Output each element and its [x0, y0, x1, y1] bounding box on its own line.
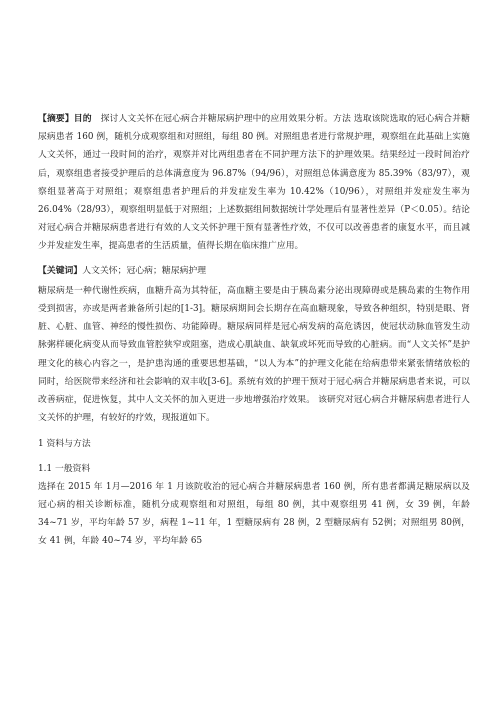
- paper-body: [38, 110, 470, 551]
- keywords-label: 【关键词】: [38, 265, 83, 276]
- keywords-paragraph: [38, 262, 470, 280]
- abstract-text: 探讨人文关怀在冠心病合并糖尿病护理中的应用效果分析。方法 选取该院选取的冠心病合并糖尿病患者 160 例，随机分成观察组和对照组，每组 80 例。对照组患者进行常规护理，观察组在此基础上实施人文关怀，通过一段时间的治疗，观察并对比两组患者在不同护理方法下的护理效果。结果经过一段时间治疗后，观察组患者接受护理后的总体满意度为 96.87%（94/96），对照组总体满意度为 85.39%（83/97），观察组显著高于对照组；观察组患者护理后的并发症发生率为 10.42%（10/96），对照组并发症发生率为 26.04%（28/93），观察组明显低于对照组；上述数据组间数据统计学处理后有显著性差异（P＜0.05）。结论对冠心病合并糖尿病患者进行有效的人文关怀护理干预有显著性疗效，不仅可以改善患者的康复水平，而且减少并发症发生率，提高患者的生活质量，值得长期在临床推广应用。: [38, 114, 470, 252]
- general-data-paragraph: 选择在 2015 年 1月—2016 年 1 月该院收治的冠心病合并糖尿病患者 160 例，所有患者都满足糖尿病以及冠心病的相关诊断标准，随机分成观察组和对照组，每组 80 例，其中观察组男 41 例，女 39 例，年龄 34~71 岁，平均年龄 57 岁，病程 1~11 年，1 型糖尿病有 28 例，2 型糖尿病有 52例；对照组男 80例，女 41 例，年龄 40~74 岁，平均年龄 65: [38, 481, 470, 547]
- abstract-label: 【摘要】目的: [38, 114, 92, 124]
- abstract-paragraph: [38, 110, 470, 256]
- section-heading-1-1: 1.1 一般资料: [38, 463, 91, 474]
- introduction-paragraph: 糖尿病是一种代谢性疾病，血糖升高为其特征，高血糖主要是由于胰岛素分泌出现障碍或是胰岛素的生物作用受到损害，亦或是两者兼备所引起的[1-3]。糖尿病期间会长期存在高血糖现象，导致各种组织，特别是眼、肾脏、心脏、血管、神经的慢性损伤、功能障碍。糖尿病同样是冠心病发病的高危诱因，使冠状动脉血管发生动脉粥样硬化病变从而导致血管腔狭窄或阻塞，造成心肌缺血、缺氧或坏死而导致的心脏病。而“人文关怀”是护理文化的核心内容之一，是护患沟通的重要思想基础，“以人为本”的护理文化能在给病患带来紧张情绪放松的同时，给医院带来经济和社会影响的双丰收[3-6]。系统有效的护理干预对于冠心病合并糖尿病患者来说，可以改善病症，促进恢复，其中人文关怀的加入更进一步地增强治疗效果。 该研究对冠心病合并糖尿病患者进行人文关怀的护理，有较好的疗效，现报道如下。: [38, 285, 470, 424]
- section-heading-1: 1 资料与方法: [38, 439, 91, 450]
- keywords-text: 人文关怀；冠心病；糖尿病护理: [82, 265, 207, 276]
